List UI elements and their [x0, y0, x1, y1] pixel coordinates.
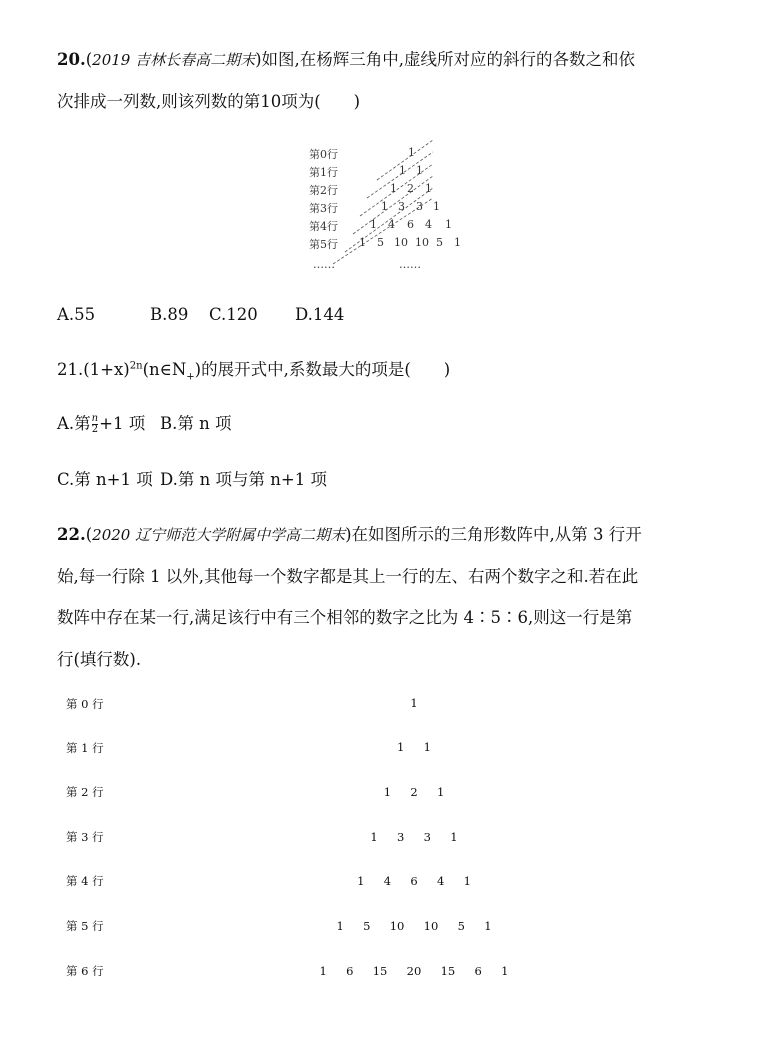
triangle-number: 3 — [416, 200, 423, 213]
q22-paren-open: ( — [85, 525, 93, 544]
triangle-number: 1 — [425, 182, 432, 195]
q21-exponent: 2n — [129, 360, 143, 372]
triangle-row-label: 第4行 — [309, 220, 338, 233]
q21-stem-prefix: 21.(1+x) — [57, 360, 130, 379]
table-row-values: 1 — [410, 696, 418, 710]
triangle-row-label: 第1行 — [309, 166, 338, 179]
triangle-number: 1 — [390, 182, 397, 195]
fraction-denominator: 2 — [91, 424, 99, 435]
triangle-row-label: 第0行 — [309, 148, 338, 161]
table-row-label: 第 0 行 — [66, 697, 104, 711]
triangle-ellipsis: …… — [399, 258, 421, 271]
triangle-number: 10 — [394, 236, 408, 249]
q20-line2: 次排成一列数,则该列数的第10项为( ) — [57, 92, 361, 111]
q21-option-a — [57, 414, 145, 435]
table-row-values: 1 1 — [397, 740, 431, 754]
table-row-values: 1 6 15 20 15 6 1 — [319, 964, 509, 978]
yanghui-figure — [305, 140, 480, 280]
q20-line1-text: )如图,在杨辉三角中,虚线所对应的斜行的各数之和依 — [255, 50, 636, 69]
fraction — [92, 414, 98, 435]
table-row-label: 第 1 行 — [66, 741, 104, 755]
triangle-number: 1 — [399, 164, 406, 177]
q20-option-b: B.89 — [150, 305, 189, 324]
triangle-number: 1 — [416, 164, 423, 177]
table-row-values: 1 4 6 4 1 — [357, 874, 471, 888]
q20-paren-open: ( — [85, 50, 93, 69]
q22-line1 — [57, 525, 642, 545]
q22-line2: 始,每一行除 1 以外,其他每一个数字都是其上一行的左、右两个数字之和.若在此 — [57, 567, 639, 586]
fraction-numerator: n — [91, 413, 99, 424]
q20-line1 — [57, 50, 635, 70]
triangle-number: 5 — [436, 236, 443, 249]
q22-line3: 数阵中存在某一行,满足该行中有三个相邻的数字之比为 4∶5∶6,则这一行是第 — [57, 608, 633, 627]
triangle-number: 5 — [377, 236, 384, 249]
triangle-row-label: 第2行 — [309, 184, 338, 197]
q22-source: 2020 辽宁师范大学附属中学高二期末 — [92, 526, 346, 544]
q20-option-d: D.144 — [295, 305, 345, 324]
q20-number: 20. — [57, 50, 86, 69]
q21-stem — [57, 360, 451, 383]
triangle-row-label: 第5行 — [309, 238, 338, 251]
triangle-number: 4 — [388, 218, 395, 231]
q21-subscript: + — [186, 371, 195, 383]
table-row-values: 1 5 10 10 5 1 — [336, 919, 492, 933]
triangle-number: 2 — [407, 182, 414, 195]
triangle-row-label: …… — [313, 258, 335, 271]
q21-option-a-prefix: A.第 — [57, 414, 91, 433]
q21-stem-mid: (n∈N — [142, 360, 187, 379]
triangle-row-label: 第3行 — [309, 202, 338, 215]
triangle-number: 10 — [415, 236, 429, 249]
q21-stem-suffix: )的展开式中,系数最大的项是( ) — [194, 360, 451, 379]
q21-option-c: C.第 n+1 项 — [57, 470, 153, 489]
triangle-number: 1 — [408, 146, 415, 159]
table-row-label: 第 2 行 — [66, 785, 104, 799]
triangle-number: 1 — [454, 236, 461, 249]
q22-number: 22. — [57, 525, 86, 544]
table-row-label: 第 6 行 — [66, 964, 104, 978]
triangle-number: 1 — [445, 218, 452, 231]
triangle-number: 1 — [381, 200, 388, 213]
triangle-number: 1 — [359, 236, 366, 249]
table-row-values: 1 2 1 — [383, 785, 445, 799]
q20-source: 2019 吉林长春高二期末 — [92, 51, 256, 69]
q22-line1-text: )在如图所示的三角形数阵中,从第 3 行开 — [345, 525, 642, 544]
table-row-label: 第 3 行 — [66, 830, 104, 844]
triangle-number: 1 — [433, 200, 440, 213]
q22-line4: 行(填行数). — [57, 650, 142, 669]
table-row-label: 第 4 行 — [66, 874, 104, 888]
triangle-number: 6 — [407, 218, 414, 231]
q20-option-a: A.55 — [57, 305, 96, 324]
q21-option-b: B.第 n 项 — [160, 414, 232, 433]
triangle-number: 1 — [370, 218, 377, 231]
triangle-number: 4 — [425, 218, 432, 231]
triangle-number: 3 — [398, 200, 405, 213]
q21-option-d: D.第 n 项与第 n+1 项 — [160, 470, 327, 489]
q21-option-a-suffix: +1 项 — [99, 414, 146, 433]
q20-option-c: C.120 — [209, 305, 258, 324]
table-row-label: 第 5 行 — [66, 919, 104, 933]
table-row-values: 1 3 3 1 — [370, 830, 458, 844]
